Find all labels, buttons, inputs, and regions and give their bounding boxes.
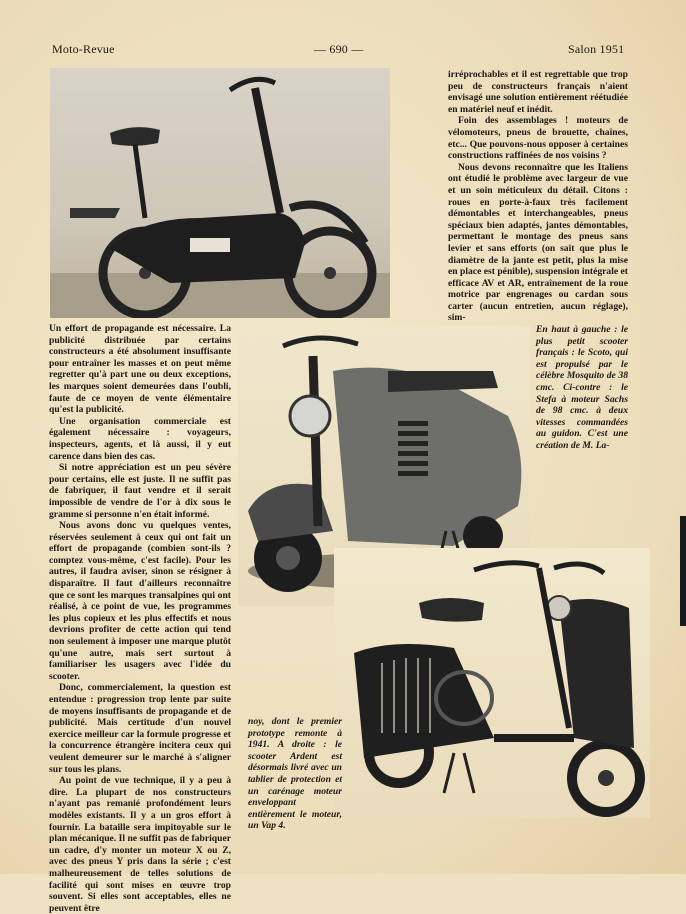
article-column-right-top <box>448 69 628 324</box>
paragraph: Nous avons donc vu quelques ventes, réservées seulement à ceux qui ont fait un effort de propagande (combien sont-ils ? comptez vous-même, c'est facile). Pour les autres, il faudra aviser, sinon se résigner à disparaître. Il faut d'ailleurs reconnaître que ce sont les marques transalpines qui ont réalisé, à ce point de vue, les programmes les plus copieux et les plus effectifs et nous devrions profiter de cette action qui tend non seulement à imposer une marque plutôt qu'une autre, mais sert surtout à familiariser les usagers avec l'idée du scooter. <box>49 520 231 682</box>
issue-title: Salon 1951 <box>568 42 625 56</box>
paragraph: Nous devons reconnaître que les Italiens ont étudié le problème avec largeur de vue et un soin méticuleux du détail. Citons : roues en porte-à-faux très facilement démontables et interchangeables, pneus spéciaux bien adaptés, jantes démontables, permettant le montage des pneus sans levier et sans efforts (on sait que plus le diamètre de la jante est petit, plus la mise en place est pénible), suspension intégrale et efficace AV et AR, entraînement de la roue motrice par engrenages ou cardan sous carter (aucun entretien, aucun réglage), sim- <box>448 161 628 324</box>
page-edge-mark <box>680 516 686 626</box>
article-column-left <box>49 323 231 914</box>
ardent-scooter-drawing <box>334 548 650 818</box>
paragraph: Au point de vue technique, il y a peu à dire. La plupart de nos constructeurs n'ayant pas remanié profondément leurs modèles existants. Il y a un gros effort à fournir. La bataille sera impitoyable sur le plan mécanique. Il ne suffit pas de fabriquer un cadre, d'y monter un moteur X ou Z, avec des pneus Y pris dans la série ; c'est malheureusement de telles solutions de facilité qui sont mises en œuvre trop souvent. Si elles sont acceptables, elles ne peuvent être <box>49 775 231 914</box>
paragraph: Si notre appréciation est un peu sévère pour certains, elle est juste. Il ne suffit pas de fabriquer, il faut vendre et il serait impossible de vendre de l'or à dix sous le gramme si personne n'en était informé. <box>49 462 231 520</box>
paragraph: Un effort de propagande est nécessaire. La publicité distribuée par certains constructeurs a été absolument insuffisante pour entraîner les masses et on peut même regretter qu'à part une ou deux exceptions, les marques soient demeurées dans l'oubli, faute de ce moyen de vente élémentaire qu'est la publicité. <box>49 323 231 416</box>
photo-scoto-scooter <box>50 68 390 318</box>
page-number: — 690 — <box>314 42 364 56</box>
scoto-scooter-drawing <box>50 68 390 318</box>
paragraph: irréprochables et il est regrettable que trop peu de constructeurs français n'aient envisagé une solution entièrement réétudiée en matériel neuf et inédit. <box>448 69 628 115</box>
paragraph: Foin des assemblages ! moteurs de vélomoteurs, pneus de brouette, chaînes, etc... Que pouvons-nous opposer à certaines constructions raffinées de nos voisins ? <box>448 115 628 162</box>
photo-ardent-scooter <box>334 548 650 818</box>
photo-caption-bottom: noy, dont le premier prototype remonte à 1941. A droite : le scooter Ardent est désormais livré avec un tablier de protection et un carénage moteur enveloppant entièrement le moteur, un Vap 4. <box>248 716 342 832</box>
paragraph: Donc, commercialement, la question est entendue : progression trop lente par suite de moyens insuffisants de propagande et de publicité. Mais certitude d'un nouvel exercice meilleur car la formule progresse et la concurrence étrangère incitera ceux qui veulent demeurer sur le marché à s'aligner sur tous les plans. <box>49 682 231 775</box>
paragraph: Une organisation commerciale est également nécessaire : voyageurs, inspecteurs, agents, et là aussi, il y eut carence dans bien des cas. <box>49 415 231 462</box>
photo-caption-right: En haut à gauche : le plus petit scooter français : le Scoto, qui est propulsé par le célèbre Mosquito de 38 cmc. Ci-contre : le Stefa à moteur Sachs de 98 cmc. à deux vitesses commandées au guidon. C'est une création de M. La- <box>536 324 628 451</box>
magazine-name: Moto-Revue <box>52 42 115 56</box>
